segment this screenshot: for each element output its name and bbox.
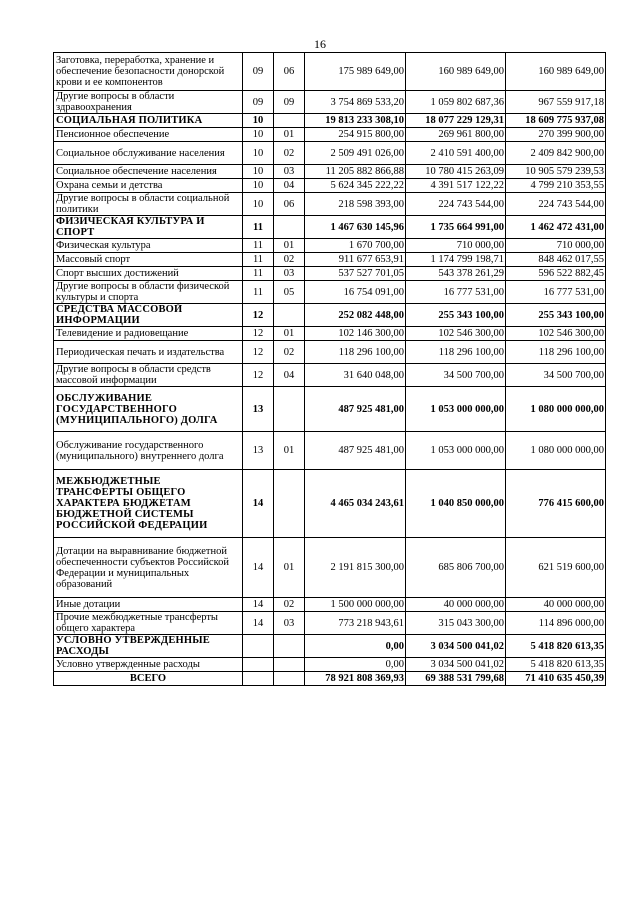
amount-year-3: 16 777 531,00 <box>506 281 606 304</box>
row-name: Дотации на выравнивание бюджетной обеспеченности субъектов Российской Федерации и муниципальных образований <box>54 538 243 598</box>
amount-year-1: 0,00 <box>305 658 406 672</box>
section-code: 14 <box>243 470 274 538</box>
amount-year-1: 1 467 630 145,96 <box>305 216 406 239</box>
amount-year-3: 224 743 544,00 <box>506 193 606 216</box>
section-code: 13 <box>243 387 274 432</box>
amount-year-2: 1 053 000 000,00 <box>406 432 506 470</box>
amount-year-2: 1 040 850 000,00 <box>406 470 506 538</box>
row-name: Физическая культура <box>54 239 243 253</box>
budget-table <box>53 52 606 686</box>
section-code: 10 <box>243 114 274 128</box>
amount-year-2: 34 500 700,00 <box>406 364 506 387</box>
amount-year-3: 5 418 820 613,35 <box>506 635 606 658</box>
amount-year-3: 2 409 842 900,00 <box>506 142 606 165</box>
table-row <box>54 327 606 341</box>
amount-year-1: 773 218 943,61 <box>305 612 406 635</box>
section-code: 10 <box>243 193 274 216</box>
amount-year-3: 1 080 000 000,00 <box>506 387 606 432</box>
subsection-code: 01 <box>274 327 305 341</box>
subsection-code <box>274 114 305 128</box>
row-name: Периодическая печать и издательства <box>54 341 243 364</box>
section-code: 12 <box>243 341 274 364</box>
subsection-code: 03 <box>274 612 305 635</box>
section-code <box>243 658 274 672</box>
table-row <box>54 658 606 672</box>
amount-year-1: 537 527 701,05 <box>305 267 406 281</box>
amount-year-3: 18 609 775 937,08 <box>506 114 606 128</box>
amount-year-3: 596 522 882,45 <box>506 267 606 281</box>
amount-year-3: 621 519 600,00 <box>506 538 606 598</box>
section-row <box>54 635 606 658</box>
amount-year-3: 160 989 649,00 <box>506 53 606 91</box>
row-name: Социальное обслуживание населения <box>54 142 243 165</box>
section-row <box>54 470 606 538</box>
section-code: 10 <box>243 179 274 193</box>
row-name: СРЕДСТВА МАССОВОЙ ИНФОРМАЦИИ <box>54 304 243 327</box>
amount-year-2: 255 343 100,00 <box>406 304 506 327</box>
table-row <box>54 612 606 635</box>
row-name: Массовый спорт <box>54 253 243 267</box>
table-row <box>54 165 606 179</box>
amount-year-2: 269 961 800,00 <box>406 128 506 142</box>
amount-year-2: 102 546 300,00 <box>406 327 506 341</box>
subsection-code: 04 <box>274 179 305 193</box>
amount-year-2: 1 735 664 991,00 <box>406 216 506 239</box>
subsection-code <box>274 470 305 538</box>
amount-year-3: 102 546 300,00 <box>506 327 606 341</box>
amount-year-2: 1 174 799 198,71 <box>406 253 506 267</box>
amount-year-3: 40 000 000,00 <box>506 598 606 612</box>
subsection-code: 09 <box>274 91 305 114</box>
amount-year-2: 3 034 500 041,02 <box>406 635 506 658</box>
row-name: Другие вопросы в области физической культуры и спорта <box>54 281 243 304</box>
amount-year-3: 1 080 000 000,00 <box>506 432 606 470</box>
amount-year-2: 710 000,00 <box>406 239 506 253</box>
section-code: 14 <box>243 538 274 598</box>
row-name: Другие вопросы в области здравоохранения <box>54 91 243 114</box>
amount-year-3: 270 399 900,00 <box>506 128 606 142</box>
amount-year-1: 102 146 300,00 <box>305 327 406 341</box>
subsection-code: 02 <box>274 598 305 612</box>
section-code: 13 <box>243 432 274 470</box>
row-name: УСЛОВНО УТВЕРЖДЕННЫЕ РАСХОДЫ <box>54 635 243 658</box>
section-code: 10 <box>243 165 274 179</box>
section-row <box>54 216 606 239</box>
amount-year-1: 911 677 653,91 <box>305 253 406 267</box>
section-code: 14 <box>243 612 274 635</box>
amount-year-2: 315 043 300,00 <box>406 612 506 635</box>
row-name: Пенсионное обеспечение <box>54 128 243 142</box>
row-name: Другие вопросы в области социальной политики <box>54 193 243 216</box>
amount-year-2: 18 077 229 129,31 <box>406 114 506 128</box>
section-code: 10 <box>243 128 274 142</box>
amount-year-2: 685 806 700,00 <box>406 538 506 598</box>
amount-year-2: 543 378 261,29 <box>406 267 506 281</box>
amount-year-1: 11 205 882 866,88 <box>305 165 406 179</box>
amount-year-1: 487 925 481,00 <box>305 387 406 432</box>
amount-year-1: 175 989 649,00 <box>305 53 406 91</box>
amount-year-3: 1 462 472 431,00 <box>506 216 606 239</box>
row-name: Спорт высших достижений <box>54 267 243 281</box>
amount-year-2: 1 059 802 687,36 <box>406 91 506 114</box>
amount-year-1: 1 500 000 000,00 <box>305 598 406 612</box>
row-name: Телевидение и радиовещание <box>54 327 243 341</box>
subsection-code: 01 <box>274 239 305 253</box>
subsection-code: 05 <box>274 281 305 304</box>
amount-year-2: 1 053 000 000,00 <box>406 387 506 432</box>
table-row <box>54 538 606 598</box>
table-row <box>54 364 606 387</box>
subsection-code <box>274 635 305 658</box>
table-row <box>54 179 606 193</box>
amount-year-3: 10 905 579 239,53 <box>506 165 606 179</box>
section-row <box>54 387 606 432</box>
section-code: 12 <box>243 304 274 327</box>
amount-year-1: 31 640 048,00 <box>305 364 406 387</box>
subsection-code <box>274 658 305 672</box>
amount-year-1: 0,00 <box>305 635 406 658</box>
amount-year-3: 34 500 700,00 <box>506 364 606 387</box>
table-row <box>54 91 606 114</box>
amount-year-2: 10 780 415 263,09 <box>406 165 506 179</box>
amount-year-1: 487 925 481,00 <box>305 432 406 470</box>
subsection-code: 02 <box>274 142 305 165</box>
section-row <box>54 304 606 327</box>
row-name: ФИЗИЧЕСКАЯ КУЛЬТУРА И СПОРТ <box>54 216 243 239</box>
amount-year-1: 1 670 700,00 <box>305 239 406 253</box>
amount-year-2: 224 743 544,00 <box>406 193 506 216</box>
amount-year-1: 254 915 800,00 <box>305 128 406 142</box>
total-label: ВСЕГО <box>54 672 243 686</box>
amount-year-3: 5 418 820 613,35 <box>506 658 606 672</box>
amount-year-1: 218 598 393,00 <box>305 193 406 216</box>
subsection-code: 02 <box>274 341 305 364</box>
amount-year-1: 4 465 034 243,61 <box>305 470 406 538</box>
row-name: ОБСЛУЖИВАНИЕ ГОСУДАРСТВЕННОГО (МУНИЦИПАЛЬНОГО) ДОЛГА <box>54 387 243 432</box>
row-name: Обслуживание государственного (муниципального) внутреннего долга <box>54 432 243 470</box>
amount-year-1: 118 296 100,00 <box>305 341 406 364</box>
table-row <box>54 432 606 470</box>
table-row <box>54 128 606 142</box>
subsection-code: 04 <box>274 364 305 387</box>
table-row <box>54 193 606 216</box>
row-name: Иные дотации <box>54 598 243 612</box>
subsection-code: 02 <box>274 253 305 267</box>
section-code: 09 <box>243 91 274 114</box>
total-year-3: 71 410 635 450,39 <box>506 672 606 686</box>
section-code <box>243 635 274 658</box>
row-name: Другие вопросы в области средств массовой информации <box>54 364 243 387</box>
section-code: 10 <box>243 142 274 165</box>
amount-year-3: 710 000,00 <box>506 239 606 253</box>
table-row <box>54 267 606 281</box>
amount-year-2: 40 000 000,00 <box>406 598 506 612</box>
section-code: 09 <box>243 53 274 91</box>
subsection-code <box>274 304 305 327</box>
section-code: 11 <box>243 216 274 239</box>
amount-year-3: 114 896 000,00 <box>506 612 606 635</box>
amount-year-2: 3 034 500 041,02 <box>406 658 506 672</box>
amount-year-1: 3 754 869 533,20 <box>305 91 406 114</box>
section-code: 11 <box>243 267 274 281</box>
subsection-code: 01 <box>274 538 305 598</box>
row-name: Социальное обеспечение населения <box>54 165 243 179</box>
table-row <box>54 142 606 165</box>
section-code: 11 <box>243 253 274 267</box>
subsection-code: 06 <box>274 193 305 216</box>
amount-year-3: 4 799 210 353,55 <box>506 179 606 193</box>
amount-year-2: 2 410 591 400,00 <box>406 142 506 165</box>
section-code: 11 <box>243 281 274 304</box>
section-code: 11 <box>243 239 274 253</box>
row-name: Прочие межбюджетные трансферты общего характера <box>54 612 243 635</box>
table-row <box>54 281 606 304</box>
subsection-code: 01 <box>274 432 305 470</box>
row-name: МЕЖБЮДЖЕТНЫЕ ТРАНСФЕРТЫ ОБЩЕГО ХАРАКТЕРА БЮДЖЕТАМ БЮДЖЕТНОЙ СИСТЕМЫ РОССИЙСКОЙ ФЕДЕРАЦИИ <box>54 470 243 538</box>
total-row <box>54 672 606 686</box>
table-row <box>54 53 606 91</box>
subsection-code: 06 <box>274 53 305 91</box>
subsection-code <box>274 672 305 686</box>
subsection-code <box>274 387 305 432</box>
table-row <box>54 253 606 267</box>
row-name: Условно утвержденные расходы <box>54 658 243 672</box>
amount-year-2: 4 391 517 122,22 <box>406 179 506 193</box>
total-year-1: 78 921 808 369,93 <box>305 672 406 686</box>
section-code: 14 <box>243 598 274 612</box>
section-code: 12 <box>243 364 274 387</box>
total-year-2: 69 388 531 799,68 <box>406 672 506 686</box>
section-row <box>54 114 606 128</box>
section-code <box>243 672 274 686</box>
amount-year-1: 252 082 448,00 <box>305 304 406 327</box>
amount-year-3: 967 559 917,18 <box>506 91 606 114</box>
subsection-code: 03 <box>274 267 305 281</box>
subsection-code: 01 <box>274 128 305 142</box>
subsection-code <box>274 216 305 239</box>
amount-year-1: 16 754 091,00 <box>305 281 406 304</box>
amount-year-1: 5 624 345 222,22 <box>305 179 406 193</box>
table-row <box>54 341 606 364</box>
amount-year-3: 255 343 100,00 <box>506 304 606 327</box>
amount-year-1: 19 813 233 308,10 <box>305 114 406 128</box>
table-row <box>54 598 606 612</box>
amount-year-1: 2 509 491 026,00 <box>305 142 406 165</box>
amount-year-2: 118 296 100,00 <box>406 341 506 364</box>
amount-year-3: 776 415 600,00 <box>506 470 606 538</box>
row-name: Охрана семьи и детства <box>54 179 243 193</box>
amount-year-3: 848 462 017,55 <box>506 253 606 267</box>
page-number: 16 <box>314 37 326 51</box>
table-row <box>54 239 606 253</box>
amount-year-2: 160 989 649,00 <box>406 53 506 91</box>
subsection-code: 03 <box>274 165 305 179</box>
amount-year-1: 2 191 815 300,00 <box>305 538 406 598</box>
row-name: СОЦИАЛЬНАЯ ПОЛИТИКА <box>54 114 243 128</box>
amount-year-3: 118 296 100,00 <box>506 341 606 364</box>
row-name: Заготовка, переработка, хранение и обеспечение безопасности донорской крови и ее компонентов <box>54 53 243 91</box>
amount-year-2: 16 777 531,00 <box>406 281 506 304</box>
section-code: 12 <box>243 327 274 341</box>
